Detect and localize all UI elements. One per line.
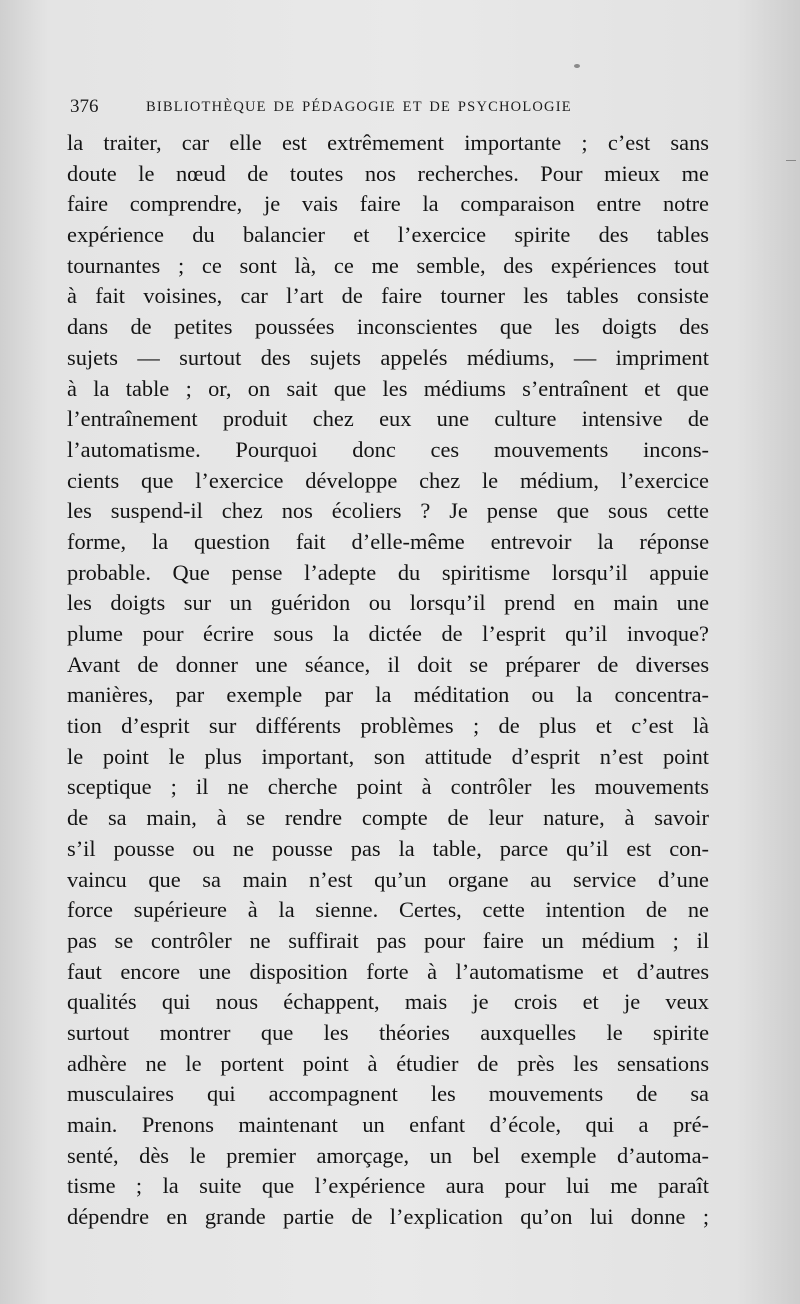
text-line: musculaires qui accompagnent les mouvements de sa (67, 1081, 709, 1107)
text-line: l’automatisme. Pourquoi donc ces mouvements incons- (67, 436, 709, 462)
text-line: Avant de donner une séance, il doit se préparer de diverses (67, 651, 710, 677)
text-line: main. Prenons maintenant un enfant d’école, qui a pré- (67, 1112, 709, 1137)
text-line: expérience du balancier et l’exercice spirite des tables (67, 222, 709, 248)
text-line: dans de petites poussées inconscientes que les doigts des (67, 314, 709, 340)
text-line: pas se contrôler ne suffirait pas pour faire un médium ; il (67, 927, 710, 953)
text-line: à fait voisines, car l’art de faire tourner les tables consiste (67, 283, 709, 309)
text-line: qualités qui nous échappent, mais je crois et je veux (67, 989, 709, 1015)
text-line: tion d’esprit sur différents problèmes ; de plus et c’est là (67, 713, 709, 739)
text-line: adhère ne le portent point à étudier de près les sensations (67, 1050, 710, 1076)
text-line: tournantes ; ce sont là, ce me semble, des expériences tout (67, 252, 710, 278)
text-line: s’il pousse ou ne pousse pas la table, parce qu’il est con- (67, 835, 709, 861)
text-line: les doigts sur un guéridon ou lorsqu’il prend en main une (67, 590, 710, 616)
text-line: plume pour écrire sous la dictée de l’esprit qu’il invoque? (67, 621, 709, 646)
text-line: dépendre en grande partie de l’explication qu’on lui donne ; (67, 1204, 710, 1230)
page-header (70, 96, 710, 122)
text-line: doute le nœud de toutes nos recherches. Pour mieux me (67, 160, 709, 186)
text-line: l’entraînement produit chez eux une culture intensive de (67, 406, 709, 432)
text-line: vaincu que sa main n’est qu’un organe au service d’une (67, 866, 709, 892)
ink-speck (574, 64, 580, 68)
text-line: tisme ; la suite que l’expérience aura pour lui me paraît (67, 1173, 709, 1199)
text-line: les suspend-il chez nos écoliers ? Je pense que sous cette (67, 498, 709, 524)
text-line: faire comprendre, je vais faire la comparaison entre notre (67, 191, 709, 217)
text-line: la traiter, car elle est extrêmement importante ; c’est sans (67, 130, 709, 155)
running-title: BIBLIOTHÈQUE DE PÉDAGOGIE ET DE PSYCHOLOGIE (146, 99, 572, 115)
text-line: de sa main, à se rendre compte de leur nature, à savoir (67, 805, 709, 831)
text-line: sujets — surtout des sujets appelés médiums, — impriment (67, 344, 709, 370)
text-line: force supérieure à la sienne. Certes, cette intention de ne (67, 897, 709, 923)
text-line: à la table ; or, on sait que les médiums s’entraînent et que (67, 375, 709, 401)
text-line: manières, par exemple par la méditation ou la concentra- (67, 682, 709, 708)
text-line: faut encore une disposition forte à l’automatisme et d’autres (67, 958, 710, 984)
text-line: sceptique ; il ne cherche point à contrôler les mouvements (67, 774, 709, 800)
text-line: senté, dès le premier amorçage, un bel exemple d’automa- (67, 1142, 709, 1168)
body-text (67, 128, 709, 1233)
margin-mark (786, 160, 796, 161)
text-line: le point le plus important, son attitude d’esprit n’est point (67, 743, 709, 769)
page-number: 376 (70, 96, 99, 117)
text-line: cients que l’exercice développe chez le médium, l’exercice (67, 467, 709, 493)
text-line: probable. Que pense l’adepte du spiritisme lorsqu’il appuie (67, 559, 709, 585)
text-line: surtout montrer que les théories auxquelles le spirite (67, 1019, 710, 1045)
text-line: forme, la question fait d’elle-même entrevoir la réponse (67, 528, 710, 554)
